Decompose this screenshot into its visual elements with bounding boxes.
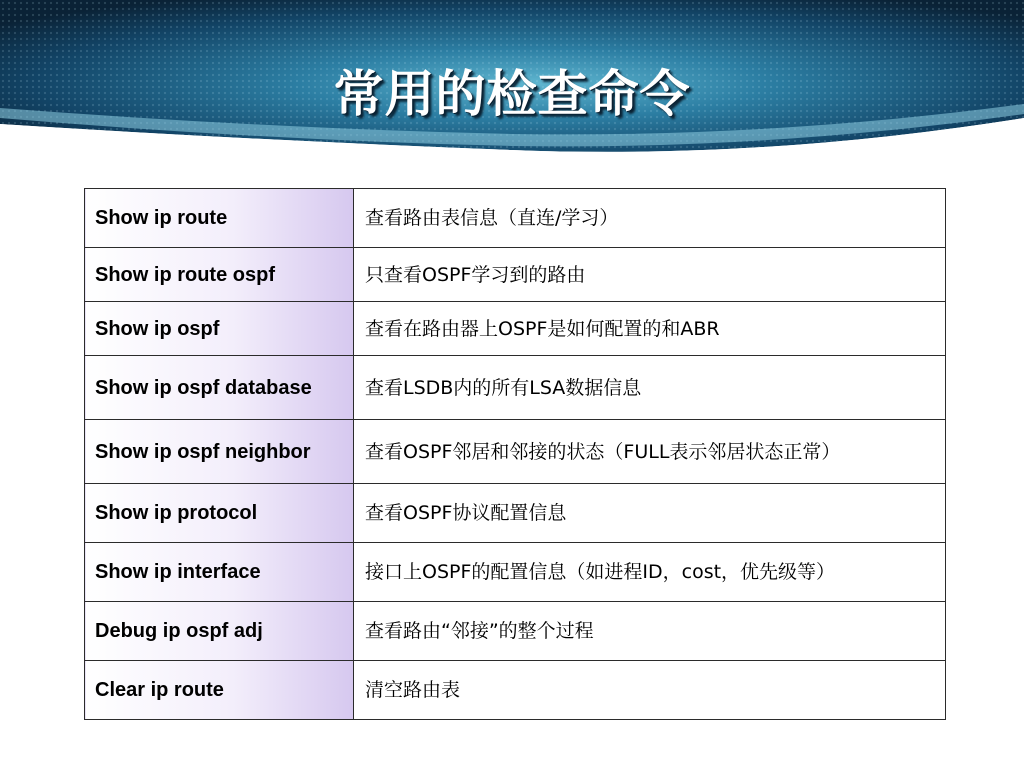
command-cell: Show ip ospf database bbox=[85, 356, 354, 420]
description-cell: 查看OSPF协议配置信息 bbox=[354, 484, 946, 543]
description-cell: 查看路由“邻接”的整个过程 bbox=[354, 602, 946, 661]
command-cell: Show ip ospf neighbor bbox=[85, 420, 354, 484]
command-cell: Show ip route bbox=[85, 189, 354, 248]
command-cell: Show ip route ospf bbox=[85, 248, 354, 302]
command-cell: Clear ip route bbox=[85, 661, 354, 720]
table-row bbox=[85, 302, 946, 356]
description-cell: 清空路由表 bbox=[354, 661, 946, 720]
table-row bbox=[85, 248, 946, 302]
description-cell: 只查看OSPF学习到的路由 bbox=[354, 248, 946, 302]
command-cell: Show ip protocol bbox=[85, 484, 354, 543]
command-cell: Show ip ospf bbox=[85, 302, 354, 356]
command-table bbox=[84, 188, 946, 720]
table-row bbox=[85, 661, 946, 720]
table-row bbox=[85, 356, 946, 420]
table-row bbox=[85, 189, 946, 248]
description-cell: 接口上OSPF的配置信息（如进程ID，cost，优先级等） bbox=[354, 543, 946, 602]
description-cell: 查看LSDB内的所有LSA数据信息 bbox=[354, 356, 946, 420]
table-row bbox=[85, 602, 946, 661]
command-cell: Show ip interface bbox=[85, 543, 354, 602]
command-cell: Debug ip ospf adj bbox=[85, 602, 354, 661]
description-cell: 查看在路由器上OSPF是如何配置的和ABR bbox=[354, 302, 946, 356]
slide-title: 常用的检查命令 bbox=[333, 64, 691, 123]
table-row bbox=[85, 543, 946, 602]
table-row bbox=[85, 420, 946, 484]
description-cell: 查看路由表信息（直连/学习） bbox=[354, 189, 946, 248]
description-cell: 查看OSPF邻居和邻接的状态（FULL表示邻居状态正常） bbox=[354, 420, 946, 484]
table-row bbox=[85, 484, 946, 543]
